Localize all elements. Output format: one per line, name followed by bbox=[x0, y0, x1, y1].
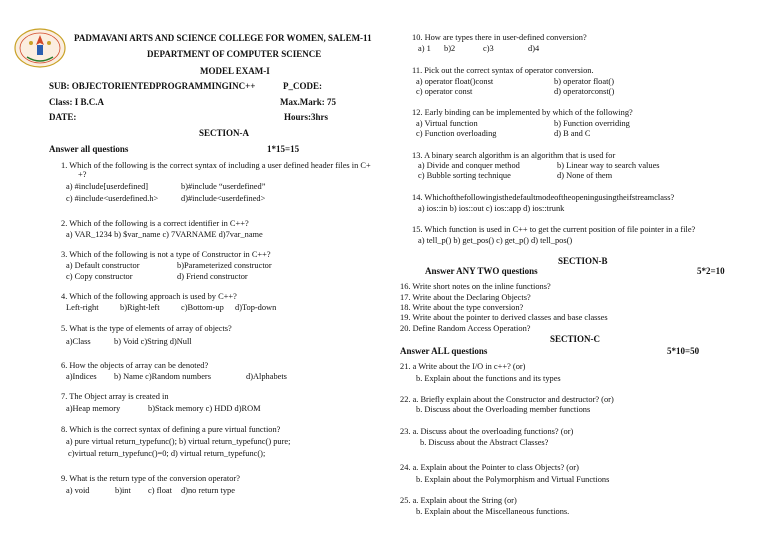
hours-label: Hours:3hrs bbox=[284, 112, 329, 122]
paper-code: P_CODE: bbox=[283, 81, 322, 91]
question-10-option-b: b)2 bbox=[444, 44, 456, 53]
question-3-option-b: b)Parameterized constructor bbox=[177, 261, 272, 270]
question-15-options: a) tell_p() b) get_pos() c) get_p() d) tell_pos() bbox=[418, 236, 573, 245]
question-10-option-c: c)3 bbox=[483, 44, 494, 53]
question-5-stem: 5. What is the type of elements of array of objects? bbox=[61, 324, 232, 333]
section-c-marks: 5*10=50 bbox=[667, 346, 700, 356]
question-4-stem: 4. Which of the following approach is used by C++? bbox=[61, 292, 237, 301]
question-13-option-d: d) None of them bbox=[557, 171, 613, 180]
section-c-question-b: b. Discuss about the Overloading member functions bbox=[416, 405, 591, 414]
department-name: DEPARTMENT OF COMPUTER SCIENCE bbox=[147, 49, 322, 59]
question-3-option-c: c) Copy constructor bbox=[66, 272, 133, 281]
question-15-stem: 15. Which function is used in C++ to get the current position of file pointer in a file? bbox=[412, 225, 696, 234]
question-7-stem: 7. The Object array is created in bbox=[61, 392, 169, 401]
class-label: Class: I B.C.A bbox=[49, 97, 105, 107]
question-12-stem: 12. Early binding can be implemented by which of the following? bbox=[412, 108, 633, 117]
question-13-option-a: a) Divide and conquer method bbox=[418, 161, 520, 170]
exam-title: MODEL EXAM-I bbox=[200, 66, 270, 76]
question-1-stem: 1. Which of the following is the correct syntax of including a user defined header files in C+ bbox=[61, 161, 371, 170]
question-3-option-d: d) Friend constructor bbox=[177, 272, 248, 281]
question-10-option-a: a) 1 bbox=[418, 44, 431, 53]
question-12-option-d: d) B and C bbox=[554, 129, 591, 138]
question-4-option-b: b)Right-left bbox=[120, 303, 160, 312]
question-4-option-a: Left-right bbox=[66, 303, 99, 312]
question-1-option-a: a) #include[userdefined] bbox=[66, 182, 149, 191]
section-b-question: 18. Write about the type conversion? bbox=[400, 303, 524, 312]
question-8-options-cd: c)virtual return_typefunc()=0; d) virtual return_typefunc(); bbox=[68, 449, 266, 458]
question-11-option-c: c) operator const bbox=[416, 87, 473, 96]
question-6-option-d: d)Alphabets bbox=[246, 372, 287, 381]
question-5-options-bcd: b) Void c)String d)Null bbox=[114, 337, 192, 346]
question-1-option-d: d)#include<userdefined> bbox=[181, 194, 266, 203]
date-label: DATE: bbox=[49, 112, 77, 122]
question-13-stem: 13. A binary search algorithm is an algorithm that is used for bbox=[412, 151, 616, 160]
question-12-option-c: c) Function overloading bbox=[416, 129, 497, 138]
question-10-stem: 10. How are types there in user-defined conversion? bbox=[412, 33, 587, 42]
question-11-option-a: a) operator float()const bbox=[416, 77, 494, 86]
section-c-question-a: 24. a. Explain about the Pointer to class Objects? (or) bbox=[400, 463, 579, 472]
question-7-option-a: a)Heap memory bbox=[66, 404, 121, 413]
section-a-marks: 1*15=15 bbox=[267, 144, 300, 154]
question-8-stem: 8. Which is the correct syntax of defining a pure virtual function? bbox=[61, 425, 281, 434]
question-9-option-c: c) float bbox=[148, 486, 172, 495]
college-logo-icon bbox=[13, 27, 67, 69]
question-6-option-a: a)Indices bbox=[66, 372, 97, 381]
section-a-instruction: Answer all questions bbox=[49, 144, 129, 154]
section-b-question: 16. Write short notes on the inline functions? bbox=[400, 282, 551, 291]
question-5-option-a: a)Class bbox=[66, 337, 91, 346]
question-6-options-bc: b) Name c)Random numbers bbox=[114, 372, 211, 381]
question-6-stem: 6. How the objects of array can be denoted? bbox=[61, 361, 209, 370]
question-2-options: a) VAR_1234 b) $var_name c) 7VARNAME d)7var_name bbox=[66, 230, 263, 239]
college-name: PADMAVANI ARTS AND SCIENCE COLLEGE FOR WOMEN, SALEM-11 bbox=[74, 33, 372, 43]
subject-line: SUB: OBJECTORIENTEDPROGRAMMINGINC++ bbox=[49, 81, 256, 91]
question-9-stem: 9. What is the return type of the conversion operator? bbox=[61, 474, 240, 483]
section-c-question-a: 21. a Write about the I/O in c++? (or) bbox=[400, 362, 526, 371]
section-c-question-b: b. Explain about the Polymorphism and Virtual Functions bbox=[416, 475, 610, 484]
section-a-title: SECTION-A bbox=[199, 128, 250, 138]
question-2-stem: 2. Which of the following is a correct identifier in C++? bbox=[61, 219, 249, 228]
question-9-option-d: d)no return type bbox=[181, 486, 235, 495]
question-12-option-a: a) Virtual function bbox=[416, 119, 478, 128]
question-10-option-d: d)4 bbox=[528, 44, 540, 53]
question-7-options-bcd: b)Stack memory c) HDD d)ROM bbox=[148, 404, 261, 413]
section-c-question-b: b. Discuss about the Abstract Classes? bbox=[420, 438, 549, 447]
question-13-option-b: b) Linear way to search values bbox=[557, 161, 660, 170]
section-c-question-b: b. Explain about the Miscellaneous functions. bbox=[416, 507, 570, 516]
question-14-options: a) ios::in b) ios::out c) ios::app d) ios::trunk bbox=[418, 204, 565, 213]
question-8-options-ab: a) pure virtual return_typefunc(); b) virtual return_typefunc() pure; bbox=[66, 437, 291, 446]
section-c-question-b: b. Explain about the functions and its types bbox=[416, 374, 561, 383]
question-3-stem: 3. Which of the following is not a type of Constructor in C++? bbox=[61, 250, 271, 259]
section-b-question: 17. Write about the Declaring Objects? bbox=[400, 293, 531, 302]
question-9-option-a: a) void bbox=[66, 486, 90, 495]
section-b-title: SECTION-B bbox=[558, 256, 608, 266]
question-3-option-a: a) Default constructor bbox=[66, 261, 140, 270]
section-b-question: 19. Write about the pointer to derived classes and base classes bbox=[400, 313, 608, 322]
section-b-marks: 5*2=10 bbox=[697, 266, 725, 276]
question-11-option-d: d) operatorconst() bbox=[554, 87, 615, 96]
question-1-option-b: b)#include “userdefined” bbox=[181, 182, 266, 191]
question-4-option-c: c)Bottom-up bbox=[181, 303, 224, 312]
question-14-stem: 14. Whichofthefollowingisthedefaultmodeoftheopeningusingtheifstreamclass? bbox=[412, 193, 675, 202]
question-1-option-c: c) #include<userdefined.h> bbox=[66, 194, 159, 203]
question-1-stem-cont: +? bbox=[78, 170, 87, 179]
question-11-option-b: b) operator float() bbox=[554, 77, 614, 86]
section-c-question-a: 22. a. Briefly explain about the Constructor and destructor? (or) bbox=[400, 395, 614, 404]
section-c-question-a: 25. a. Explain about the String (or) bbox=[400, 496, 517, 505]
question-11-stem: 11. Pick out the correct syntax of operator conversion. bbox=[412, 66, 594, 75]
section-c-title: SECTION-C bbox=[550, 334, 601, 344]
question-13-option-c: c) Bubble sorting technique bbox=[418, 171, 511, 180]
question-12-option-b: b) Function overriding bbox=[554, 119, 630, 128]
max-mark: Max.Mark: 75 bbox=[280, 97, 336, 107]
section-c-question-a: 23. a. Discuss about the overloading functions? (or) bbox=[400, 427, 574, 436]
section-b-instruction: Answer ANY TWO questions bbox=[425, 266, 538, 276]
question-4-option-d: d)Top-down bbox=[235, 303, 277, 312]
section-c-instruction: Answer ALL questions bbox=[400, 346, 488, 356]
question-9-option-b: b)int bbox=[115, 486, 131, 495]
section-b-question: 20. Define Random Access Operation? bbox=[400, 324, 531, 333]
